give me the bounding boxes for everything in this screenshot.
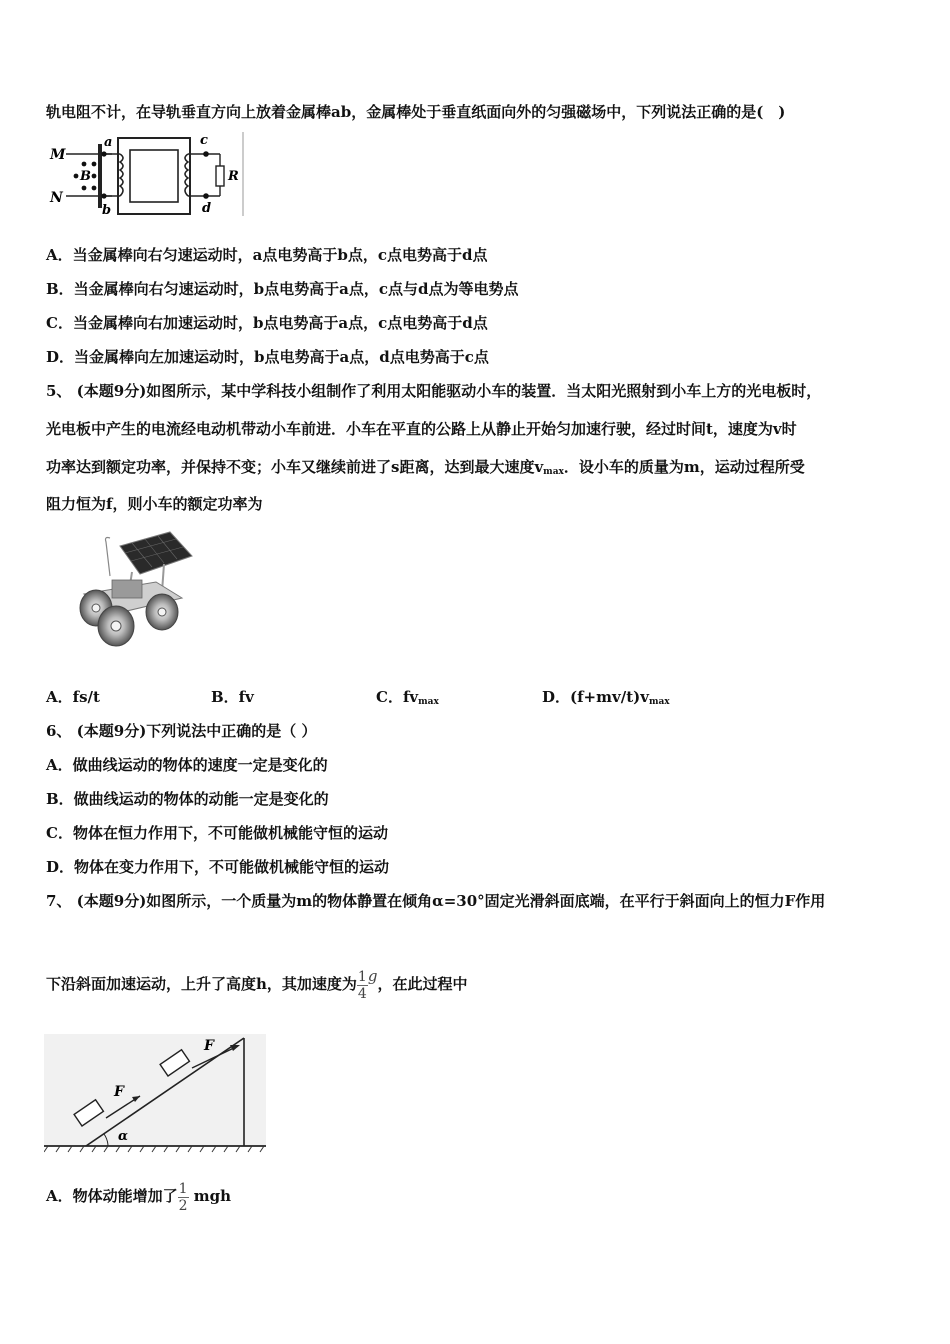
q5-stem-line2: 光电板中产生的电流经电动机带动小车前进．小车在平直的公路上从静止开始匀加速行驶，经过时间t，速度为v时: [46, 420, 797, 438]
label-F-top: F: [204, 1038, 214, 1054]
primary-coil: [120, 154, 123, 196]
label-a: a: [104, 135, 113, 150]
label-N: N: [50, 190, 63, 206]
label-B: B: [80, 169, 91, 184]
q4-circuit-figure: [44, 130, 248, 220]
q7-option-a: A．物体动能增加了 $\frac{1}{2}$ mgh: [46, 1180, 232, 1214]
metal-rod-ab: [98, 144, 102, 208]
q5-option-c: C．$fv_{max}$: [376, 688, 439, 707]
secondary-coil: [185, 154, 188, 196]
q6-option-a: A．做曲线运动的物体的速度一定是变化的: [46, 756, 328, 774]
q5-stem-line1: 5、 (本题9分)如图所示，某中学科技小组制作了利用太阳能驱动小车的装置．当太阳光照射到小车上方的光电板时，: [46, 382, 822, 400]
q4-stem: 轨电阻不计，在导轨垂直方向上放着金属棒ab，金属棒处于垂直纸面向外的匀强磁场中，下列说法正确的是( ): [46, 103, 786, 121]
option-a-fraction: $\frac{1}{2}$: [178, 1180, 188, 1214]
q5-option-d: D．$(f+mv/t)v_{max}$: [542, 688, 670, 707]
q4-option-b: B．当金属棒向右匀速运动时，b点电势高于a点，c点与d点为等电势点: [46, 280, 519, 298]
q4-option-a: A．当金属棒向右匀速运动时，a点电势高于b点，c点电势高于d点: [46, 246, 488, 264]
q7-stem-line1: 7、 (本题9分)如图所示，一个质量为m的物体静置在倾角α=30°固定光滑斜面底端，在平行于斜面向上的恒力F作用: [46, 892, 826, 910]
q6-option-c: C．物体在恒力作用下，不可能做机械能守恒的运动: [46, 824, 388, 842]
q6-option-b: B．做曲线运动的物体的动能一定是变化的: [46, 790, 329, 808]
q5-option-b: B．fv: [211, 688, 254, 706]
motor: [112, 580, 142, 598]
q7-stem-line2: 下沿斜面加速运动，上升了高度h，其加速度为 $\frac{1}{4}$ g，在此过程中: [46, 967, 468, 1002]
q5-stem-line3: 功率达到额定功率，并保持不变；小车又继续前进了s距离，达到最大速度$v_{max}$．设小车的质量为m，运动过程所受: [46, 458, 805, 477]
label-F-bottom: F: [114, 1084, 124, 1100]
q6-option-d: D．物体在变力作用下，不可能做机械能守恒的运动: [46, 858, 390, 876]
label-b: b: [102, 203, 112, 218]
q5-stem-line4: 阻力恒为f，则小车的额定功率为: [46, 495, 263, 513]
resistor-R: [216, 166, 224, 186]
label-d: d: [202, 201, 212, 216]
label-M: M: [50, 147, 66, 163]
q6-stem: 6、 (本题9分)下列说法中正确的是（ ）: [46, 722, 317, 740]
q4-option-c: C．当金属棒向右加速运动时，b点电势高于a点，c点电势高于d点: [46, 314, 488, 332]
q5-options: [46, 686, 846, 708]
accel-fraction: $\frac{1}{4}$: [357, 968, 367, 1002]
label-R: R: [228, 169, 239, 184]
q4-option-d: D．当金属棒向左加速运动时，b点电势高于a点，d点电势高于c点: [46, 348, 489, 366]
label-c: c: [200, 133, 208, 148]
label-alpha: α: [118, 1129, 129, 1144]
q5-option-a: A．fs/t: [46, 688, 100, 706]
solar-car-image: [70, 528, 196, 648]
q7-incline-figure: [44, 1034, 268, 1156]
